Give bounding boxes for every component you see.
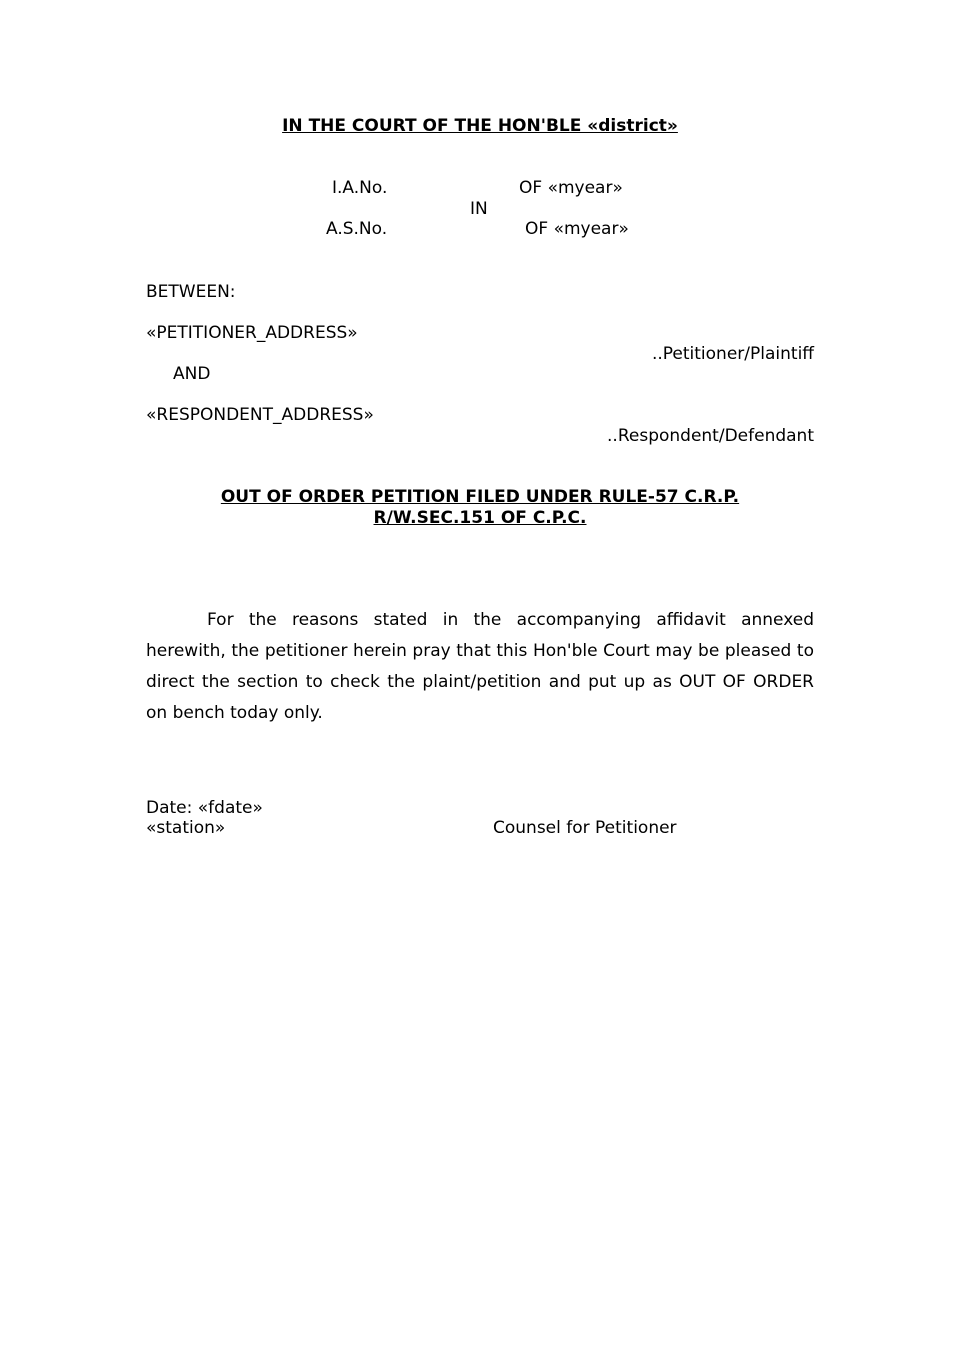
petition-title bbox=[146, 487, 814, 529]
ia-number-label: I.A.No. bbox=[332, 178, 388, 198]
petitioner-role: ..Petitioner/Plaintiff bbox=[651, 344, 814, 364]
station-line: «station» bbox=[146, 818, 226, 838]
petitioner-address: «PETITIONER_ADDRESS» bbox=[146, 323, 358, 343]
counsel-signature-line: Counsel for Petitioner bbox=[493, 818, 677, 838]
between-label: BETWEEN: bbox=[146, 282, 236, 302]
respondent-address: «RESPONDENT_ADDRESS» bbox=[146, 405, 374, 425]
as-number-label: A.S.No. bbox=[326, 219, 388, 239]
and-label: AND bbox=[173, 364, 211, 384]
petition-title-line2: R/W.SEC.151 OF C.P.C. bbox=[373, 508, 587, 528]
petition-title-line1: OUT OF ORDER PETITION FILED UNDER RULE-57 C.R.P. bbox=[220, 487, 740, 507]
court-title: IN THE COURT OF THE HON'BLE «district» bbox=[282, 116, 678, 136]
date-line: Date: «fdate» bbox=[146, 798, 263, 818]
as-year: OF «myear» bbox=[525, 219, 629, 239]
in-label: IN bbox=[470, 199, 488, 219]
body-paragraph: For the reasons stated in the accompanying affidavit annexed herewith, the petitioner herein pray that this Hon'ble Court may be pleased to direct the section to check the plaint/petition and put up as OUT OF ORDER on bench today only. bbox=[146, 610, 814, 723]
ia-year: OF «myear» bbox=[519, 178, 623, 198]
respondent-role: ..Respondent/Defendant bbox=[607, 426, 814, 446]
